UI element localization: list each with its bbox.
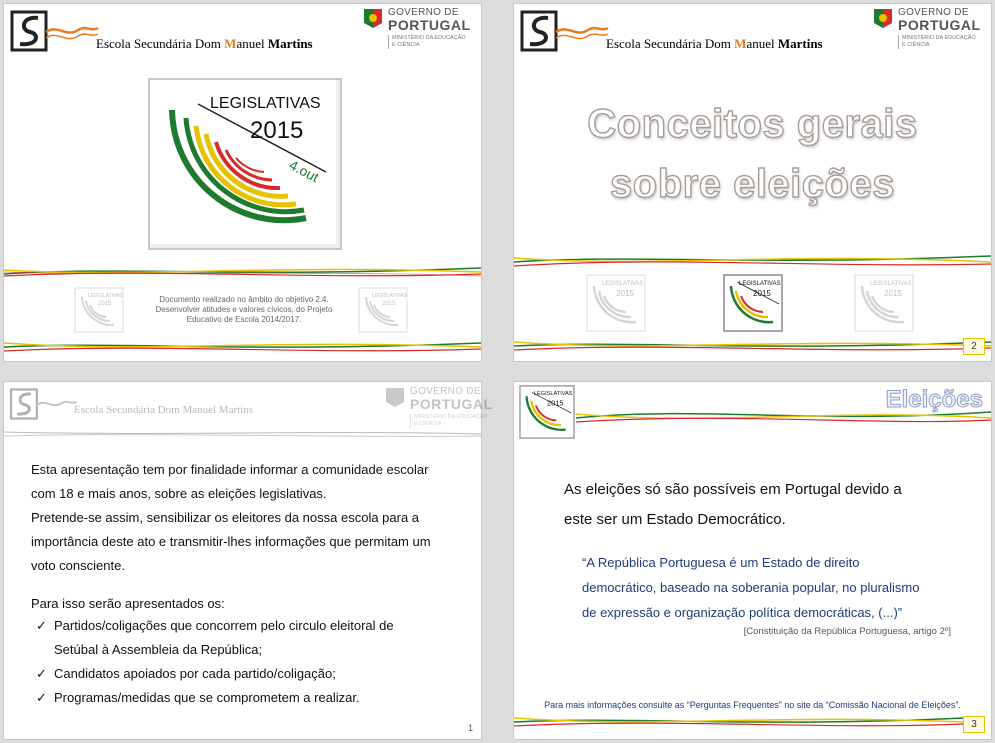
school-logo-icon — [518, 8, 610, 54]
portugal-flag-icon — [362, 7, 384, 29]
page-number: 1 — [467, 723, 473, 733]
svg-text:LEGISLATIVAS: LEGISLATIVAS — [372, 293, 407, 299]
governo-portugal-logo — [384, 386, 496, 434]
faded-header — [4, 382, 493, 432]
legislativas-logo-faded-right — [358, 287, 408, 333]
svg-text:LEGISLATIVAS: LEGISLATIVAS — [602, 281, 644, 287]
slide-4[interactable] — [514, 382, 991, 739]
svg-text:2015: 2015 — [547, 398, 564, 408]
gov-line2: PORTUGAL — [388, 17, 471, 33]
svg-text:LEGISLATIVAS: LEGISLATIVAS — [739, 281, 781, 287]
wave-bottom-decoration — [514, 336, 991, 356]
logo-year: 2015 — [250, 117, 304, 144]
school-logo-icon — [8, 8, 100, 54]
gov-line1: GOVERNO DE — [410, 386, 481, 397]
wave-bottom-decoration — [4, 337, 481, 357]
svg-text:2015: 2015 — [98, 301, 112, 307]
legislativas-logo-corner — [518, 385, 576, 439]
svg-text:2015: 2015 — [382, 301, 396, 307]
slide4-title: Eleições — [885, 386, 983, 413]
legislativas-logo-faded-left — [74, 287, 124, 333]
gov-line2: PORTUGAL — [410, 396, 493, 412]
list-item: ✓ Partidos/coligações que concorrem pelo circulo eleitoral de Setúbal à Assembleia da República; — [54, 614, 394, 662]
check-icon: ✓ — [36, 618, 47, 633]
intro-text: Esta apresentação tem por finalidade informar a comunidade escolar com 18 e mais anos, sobre as eleições legislativas. Pretende-se assim, sensibilizar os eleitores da nossa escola para a importância deste ato e transmitir-lhes informações que permitam um voto consciente. — [31, 462, 431, 573]
wave-bottom-decoration — [514, 712, 964, 732]
wave-top-decoration — [514, 250, 991, 272]
legislativas-logo-faded-left — [586, 274, 646, 332]
legislativas-logo-faded-right — [854, 274, 914, 332]
check-icon: ✓ — [36, 690, 47, 705]
quote-reference: [Constituição da República Portuguesa, artigo 2º] — [743, 626, 951, 637]
legislativas-logo-center — [723, 274, 783, 332]
constitution-quote: “A República Portuguesa é um Estado de direito democrático, baseado na soberania popular, no pluralismo de expressão e organização política democráticas, (...)” — [582, 555, 920, 620]
list-item: ✓ Programas/medidas que se comprometem a realizar. — [54, 686, 360, 710]
ministry-label: MINISTÉRIO DA EDUCAÇÃO E CIÊNCIA — [410, 414, 500, 428]
ministry-label: MINISTÉRIO DA EDUCAÇÃO E CIÊNCIA — [898, 35, 988, 49]
legislativas-logo-drawing — [150, 80, 336, 244]
logo-title: LEGISLATIVAS — [210, 95, 321, 112]
gov-line2: PORTUGAL — [898, 17, 981, 33]
wave-top-decoration — [4, 262, 481, 282]
svg-text:LEGISLATIVAS: LEGISLATIVAS — [88, 293, 123, 299]
school-name: Escola Secundária Dom Manuel Martins — [96, 36, 313, 51]
governo-portugal-logo — [872, 7, 984, 55]
svg-text:2015: 2015 — [884, 289, 902, 298]
slide-2[interactable] — [514, 4, 991, 361]
logo-date: 4.out — [286, 156, 322, 186]
header-lines-decoration — [4, 428, 481, 440]
project-description: Documento realizado no âmbito do objetivo 2.4. Desenvolver atitudes e valores cívicos, do Projeto Educativo de Escola 2014/2017. — [155, 295, 333, 324]
gov-line1: GOVERNO DE — [388, 7, 459, 18]
list-heading: Para isso serão apresentados os: — [31, 596, 225, 611]
page-number: 2 — [963, 338, 985, 355]
main-statement: As eleições só são possíveis em Portugal devido a este ser um Estado Democrático. — [564, 481, 902, 528]
gov-line1: GOVERNO DE — [898, 7, 969, 18]
svg-text:2015: 2015 — [616, 289, 634, 298]
slide2-title-line2: sobre eleições — [610, 162, 895, 206]
portugal-flag-icon — [384, 386, 406, 408]
slide-3[interactable] — [4, 382, 493, 739]
slide2-title-line1: Conceitos gerais — [587, 102, 918, 146]
svg-text:LEGISLATIVAS: LEGISLATIVAS — [533, 391, 573, 398]
more-info-footer: Para mais informações consulte as “Perguntas Frequentes” no site da “Comissão Nacional de Eleições”. — [544, 700, 961, 710]
school-name: Escola Secundária Dom Manuel Martins — [74, 404, 254, 416]
page-number: 3 — [963, 716, 985, 733]
slide-1[interactable] — [4, 4, 481, 361]
school-logo-icon — [8, 386, 78, 422]
list-item: ✓ Candidatos apoiados por cada partido/coligação; — [54, 662, 336, 686]
ministry-label: MINISTÉRIO DA EDUCAÇÃO E CIÊNCIA — [388, 35, 478, 49]
svg-text:2015: 2015 — [753, 289, 771, 298]
school-name: Escola Secundária Dom Manuel Martins — [606, 36, 823, 51]
governo-portugal-logo — [362, 7, 474, 55]
check-icon: ✓ — [36, 666, 47, 681]
portugal-flag-icon — [872, 7, 894, 29]
svg-text:LEGISLATIVAS: LEGISLATIVAS — [870, 281, 912, 287]
